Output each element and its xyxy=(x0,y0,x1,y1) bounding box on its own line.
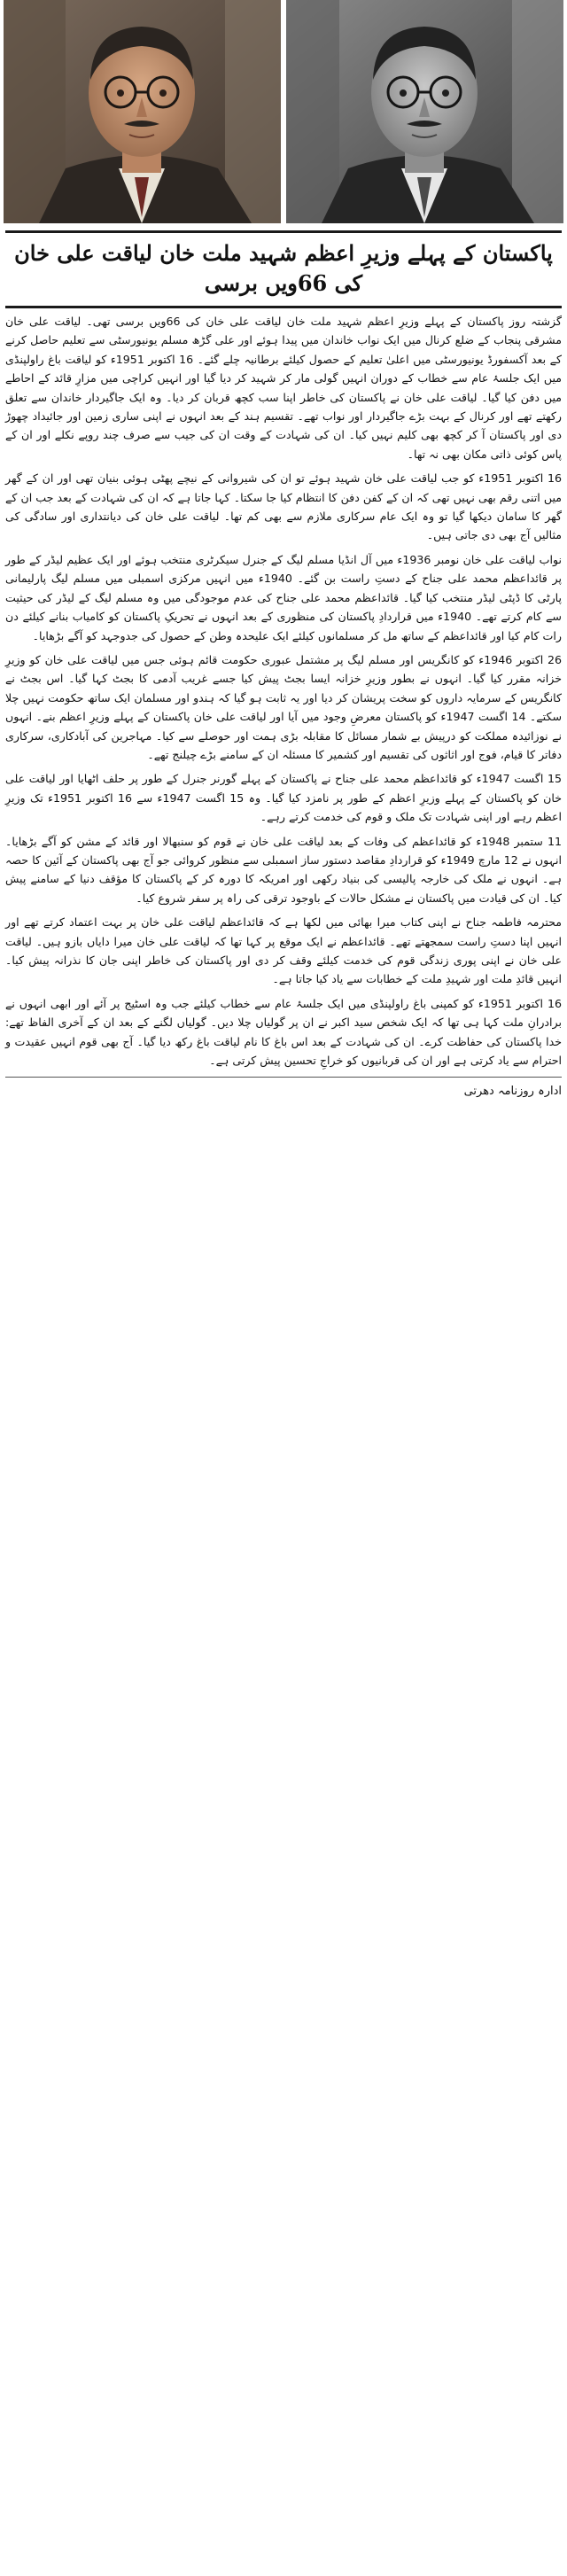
article-paragraph: 16 اکتوبر 1951ء کو جب لیاقت علی خان شہید ہوئے تو ان کی شیروانی کے نیچے پھٹی ہوئی بنیان تھی اور ان کے گھر میں اتنی رقم بھی نہیں تھی کہ ان کے کفن دفن کا انتظام کیا جا سکتا۔ کہا جاتا ہے کہ ان کی شہادت کے بعد جب ان کے گھر کا سامان دیکھا گیا تو وہ ایک عام سرکاری ملازم سے بھی کم تھا۔ لیاقت علی خان کی دیانتداری اور سادگی کی مثالیں آج بھی دی جاتی ہیں۔ xyxy=(5,471,563,542)
article-paragraph: 16 اکتوبر 1951ء کو کمپنی باغ راولپنڈی میں ایک جلسۂ عام سے خطاب کیلئے جب وہ اسٹیج پر آئے اور ابھی انہوں نے برادرانِ ملت کہا ہی تھا کہ ایک شخص سید اکبر نے ان پر گولیاں چلا دیں۔ گولیاں لگنے کے بعد ان کے آخری الفاظ تھے: خدا پاکستان کی حفاظت کرے۔ ان کی شہادت کے بعد اس باغ کا نام لیاقت باغ رکھ دیا گیا۔ آج بھی قوم انہیں عقیدت و احترام سے یاد کرتی ہے اور ان کی قربانیوں کو خراجِ تحسین پیش کرتی ہے۔ xyxy=(5,996,562,1068)
article-paragraph: نواب لیاقت علی خان نومبر 1936ء میں آل انڈیا مسلم لیگ کے جنرل سیکرٹری منتخب ہوئے اور ایک عظیم لیڈر کے طور پر قائداعظم محمد علی جناح کے دستِ راست بن گئے۔ 1940ء میں انہیں مرکزی اسمبلی میں مسلم لیگ پارلیمانی پارٹی کا ڈپٹی لیڈر منتخب کیا گیا۔ قائداعظم محمد علی جناح کی عدم موجودگی میں وہ مسلم لیگ کے لیڈر کی حیثیت سے کام کرتے تھے۔ 1940ء میں قراردادِ پاکستان کی منظوری کے بعد انہوں نے تحریکِ پاکستان کو کامیاب بنانے کیلئے دن رات کام کیا اور قائداعظم کے ساتھ مل کر مسلمانوں کیلئے ایک علیحدہ وطن کے حصول کی جدوجہد کو آگے بڑھایا۔ xyxy=(5,552,562,642)
photo-row xyxy=(4,0,563,223)
article-paragraph: محترمہ فاطمہ جناح نے اپنی کتاب میرا بھائی میں لکھا ہے کہ قائداعظم لیاقت علی خان پر بہت اعتماد کرتے تھے اور انہیں اپنا دستِ راست سمجھتے تھے۔ قائداعظم نے ایک موقع پر کہا تھا کہ لیاقت علی خان میرا دایاں بازو ہیں۔ لیاقت علی خان نے اپنی پوری زندگی قوم کی خدمت کیلئے وقف کر دی اور پاکستان کی خاطر اپنی جان کا نذرانہ پیش کیا۔ انہیں قائدِ ملت اور شہیدِ ملت کے خطابات سے یاد کیا جاتا ہے۔ xyxy=(5,915,562,986)
article-paragraph: 26 اکتوبر 1946ء کو کانگریس اور مسلم لیگ پر مشتمل عبوری حکومت قائم ہوئی جس میں لیاقت علی خان کو وزیرِ خزانہ مقرر کیا گیا۔ انہوں نے بطور وزیرِ خزانہ ایسا بجٹ پیش کیا جسے غریب آدمی کا بجٹ کہا گیا۔ اس بجٹ نے کانگریس کے سرمایہ داروں کو سخت پریشان کر دیا اور یہ ثابت ہو گیا کہ ہندو اور مسلمان ایک ساتھ حکومت نہیں چلا سکتے۔ 14 اگست 1947ء کو پاکستان معرضِ وجود میں آیا اور لیاقت علی خان پاکستان کے پہلے وزیرِ اعظم بنے۔ انہوں نے نوزائیدہ مملکت کو درپیش بے شمار مسائل کا مقابلہ بڑی ہمت اور حوصلے سے کیا۔ مہاجرین کی آبادکاری، سرکاری دفاتر کا قیام، فوج اور اثاثوں کی تقسیم اور کشمیر کا مسئلہ ان کے سامنے بڑے چیلنج تھے۔ xyxy=(5,652,562,761)
portrait-bw-image xyxy=(286,0,563,223)
article-body xyxy=(4,312,563,1070)
article-paragraph: 11 ستمبر 1948ء کو قائداعظم کی وفات کے بعد لیاقت علی خان نے قوم کو سنبھالا اور قائد کے مشن کو آگے بڑھایا۔ انہوں نے 12 مارچ 1949ء کو قراردادِ مقاصد دستور ساز اسمبلی سے منظور کروائی جو آج بھی پاکستان کے آئین کا حصہ ہے۔ انہوں نے ملک کی خارجہ پالیسی کی بنیاد رکھی اور امریکہ کا دورہ کر کے پاکستان کا مؤقف دنیا کے سامنے پیش کیا۔ ان کی قیادت میں پاکستان نے مشکل حالات کے باوجود ترقی کی راہ پر سفر شروع کیا۔ xyxy=(5,834,563,905)
article-paragraph: 15 اگست 1947ء کو قائداعظم محمد علی جناح نے پاکستان کے پہلے گورنر جنرل کے طور پر حلف اٹھایا اور لیاقت علی خان کو پاکستان کے پہلے وزیرِ اعظم کے طور پر نامزد کیا گیا۔ وہ 15 اگست 1947ء سے 16 اکتوبر 1951ء تک وزیرِ اعظم رہے اور اپنی شہادت تک ملک و قوم کی خدمت کرتے رہے۔ xyxy=(5,772,562,824)
article-byline: ادارہ روزنامہ دھرتی xyxy=(5,1077,562,1101)
article-headline: پاکستان کے پہلے وزیرِ اعظم شہید ملت خان لیاقت علی خان کی 66ویں برسی xyxy=(5,230,562,308)
article-paragraph: گزشتہ روز پاکستان کے پہلے وزیرِ اعظم شہید ملت خان لیاقت علی خان کی 66ویں برسی تھی۔ لیاقت علی خان مشرقی پنجاب کے ضلع کرنال میں ایک نواب خاندان میں پیدا ہوئے اور علی گڑھ مسلم یونیورسٹی سے تعلیم حاصل کرنے کے بعد آکسفورڈ یونیورسٹی میں اعلیٰ تعلیم کے حصول کیلئے برطانیہ چلے گئے۔ 16 اکتوبر 1951ء کو لیاقت باغ راولپنڈی میں ایک جلسۂ عام سے خطاب کے دوران انہیں گولی مار کر شہید کر دیا گیا اور انہیں کراچی میں مزارِ قائد کے احاطے میں دفن کیا گیا۔ لیاقت علی خان نے پاکستان کی خاطر اپنا سب کچھ قربان کر دیا۔ وہ ایک جاگیردار خاندان سے تعلق رکھتے تھے اور کرنال کے بہت بڑے جاگیردار اور نواب تھے۔ تقسیم ہند کے بعد انہوں نے اپنی ساری زمین اور جائیداد چھوڑ دی اور پاکستان آ کر کچھ بھی کلیم نہیں کیا۔ ان کی شہادت کے وقت ان کی جیب سے صرف چند روپے نکلے اور ان کے پاس کوئی ذاتی مکان بھی نہ تھا۔ xyxy=(5,315,562,461)
portrait-photo-color xyxy=(4,0,281,223)
portrait-photo-bw xyxy=(286,0,563,223)
portrait-color-image xyxy=(4,0,281,223)
